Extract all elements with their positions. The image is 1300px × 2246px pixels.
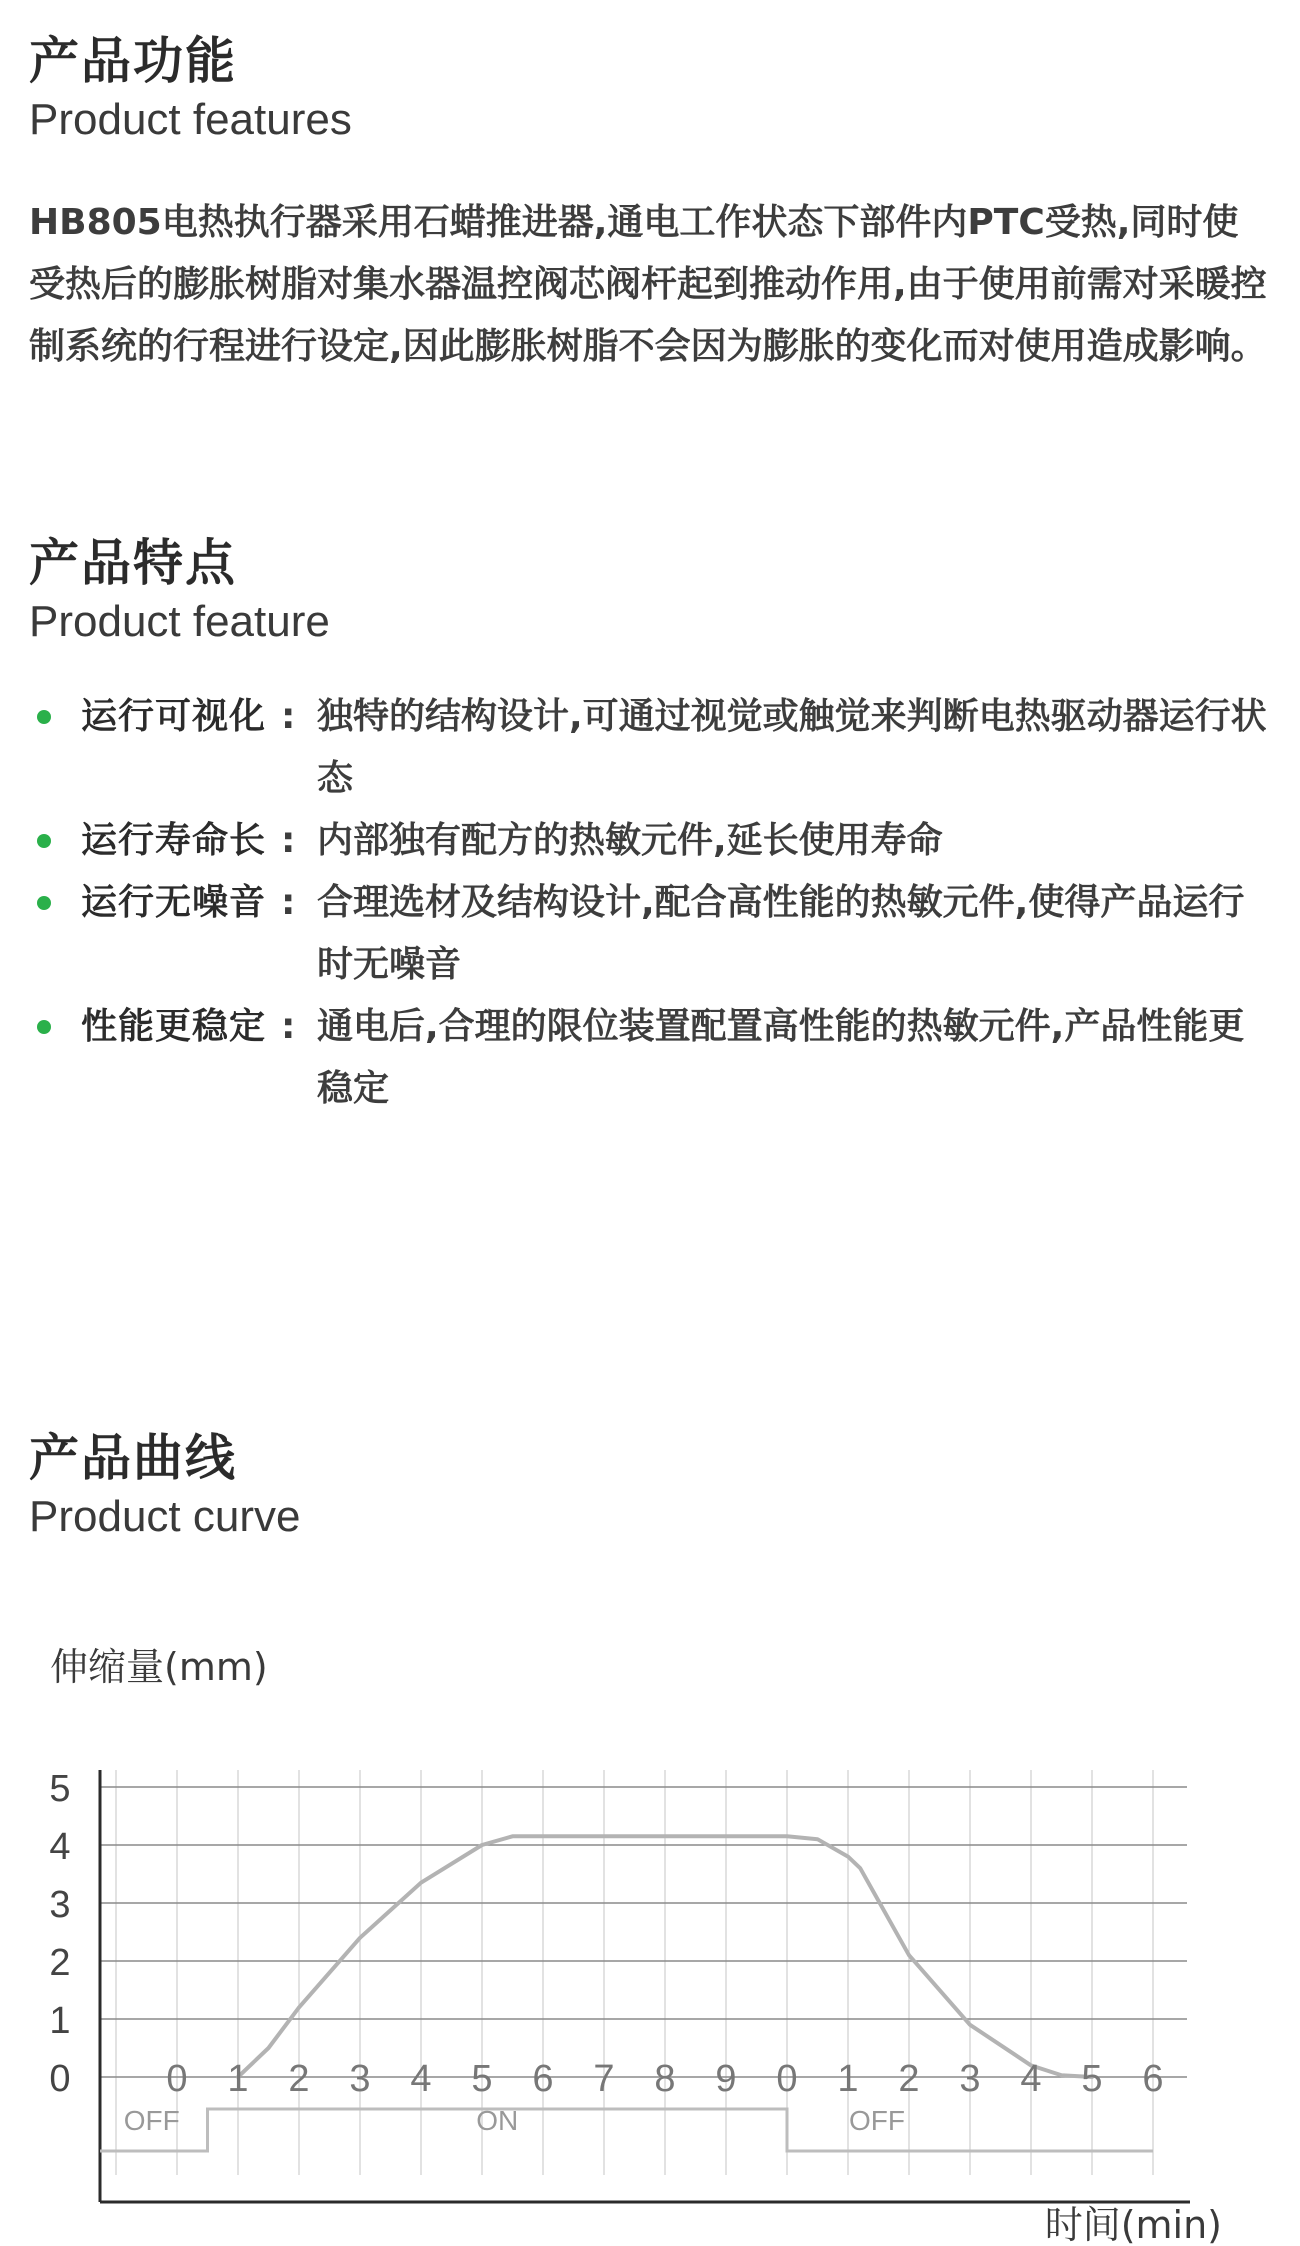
x-tick-label: 4 <box>410 2058 432 2100</box>
x-tick-label: 1 <box>837 2058 859 2100</box>
x-tick-label: 7 <box>593 2058 615 2100</box>
x-tick-label: 8 <box>654 2058 676 2100</box>
feature-text: 合理选材及结构设计,配合高性能的热敏元件,使得产品运行时无噪音 <box>317 882 1245 985</box>
x-tick-label: 6 <box>532 2058 554 2100</box>
x-tick-label: 0 <box>166 2058 188 2100</box>
bullet-dot-icon <box>37 1020 51 1034</box>
list-item <box>29 686 1279 810</box>
list-item <box>29 872 1279 996</box>
x-tick-label: 5 <box>1081 2058 1103 2100</box>
power-state-line <box>100 2109 1153 2151</box>
y-tick-label: 2 <box>49 1942 71 1984</box>
feature-label: 运行无噪音 <box>81 882 267 923</box>
functions-title-cn: 产品功能 <box>29 32 237 90</box>
feature-text: 通电后,合理的限位装置配置高性能的热敏元件,产品性能更稳定 <box>317 1006 1245 1109</box>
x-tick-label: 4 <box>1020 2058 1042 2100</box>
power-state-label: OFF <box>849 2105 905 2136</box>
feature-label: 运行可视化 <box>81 696 267 737</box>
x-axis-label: 时间(min) <box>1044 2203 1222 2246</box>
x-tick-label: 6 <box>1142 2058 1164 2100</box>
feature-colon: : <box>281 882 296 923</box>
y-tick-label: 4 <box>49 1826 71 1868</box>
x-tick-label: 0 <box>776 2058 798 2100</box>
x-tick-label: 5 <box>471 2058 493 2100</box>
x-tick-label: 3 <box>349 2058 371 2100</box>
functions-header <box>29 30 352 148</box>
x-tick-label: 2 <box>898 2058 920 2100</box>
feature-text: 独特的结构设计,可通过视觉或触觉来判断电热驱动器运行状态 <box>317 696 1267 799</box>
y-tick-label: 3 <box>49 1884 71 1926</box>
feature-colon: : <box>281 1006 296 1047</box>
list-item <box>29 810 1279 872</box>
power-state-label: OFF <box>123 2105 180 2136</box>
features-title-en: Product feature <box>29 597 330 646</box>
curve-header <box>29 1427 300 1545</box>
feature-list <box>29 686 1279 1120</box>
list-item <box>29 996 1279 1120</box>
bullet-dot-icon <box>37 834 51 848</box>
x-tick-label: 3 <box>959 2058 981 2100</box>
x-tick-label: 9 <box>715 2058 737 2100</box>
x-tick-label: 1 <box>227 2058 249 2100</box>
bullet-dot-icon <box>37 896 51 910</box>
x-tick-label: 2 <box>288 2058 310 2100</box>
feature-colon: : <box>281 820 296 861</box>
features-title-cn: 产品特点 <box>29 534 237 592</box>
features-header <box>29 532 330 650</box>
feature-text: 内部独有配方的热敏元件,延长使用寿命 <box>317 820 943 861</box>
feature-label: 运行寿命长 <box>81 820 267 861</box>
bullet-dot-icon <box>37 710 51 724</box>
expansion-curve-chart <box>0 1620 1300 2246</box>
functions-title-en: Product features <box>29 95 352 144</box>
y-axis-label: 伸缩量(mm) <box>50 1645 268 1689</box>
feature-label: 性能更稳定 <box>81 1006 267 1047</box>
functions-paragraph: HB805电热执行器采用石蜡推进器,通电工作状态下部件内PTC受热,同时使受热后的膨胀树脂对集水器温控阀芯阀杆起到推动作用,由于使用前需对采暖控制系统的行程进行设定,因此膨胀树脂不会因为膨胀的变化而对使用造成影响。 <box>29 202 1267 367</box>
y-tick-label: 5 <box>49 1768 71 1810</box>
curve-title-cn: 产品曲线 <box>29 1429 237 1487</box>
y-tick-label: 0 <box>49 2058 71 2100</box>
curve-title-en: Product curve <box>29 1492 301 1541</box>
power-state-label: ON <box>476 2105 519 2136</box>
y-tick-label: 1 <box>49 2000 71 2042</box>
feature-colon: : <box>281 696 296 737</box>
